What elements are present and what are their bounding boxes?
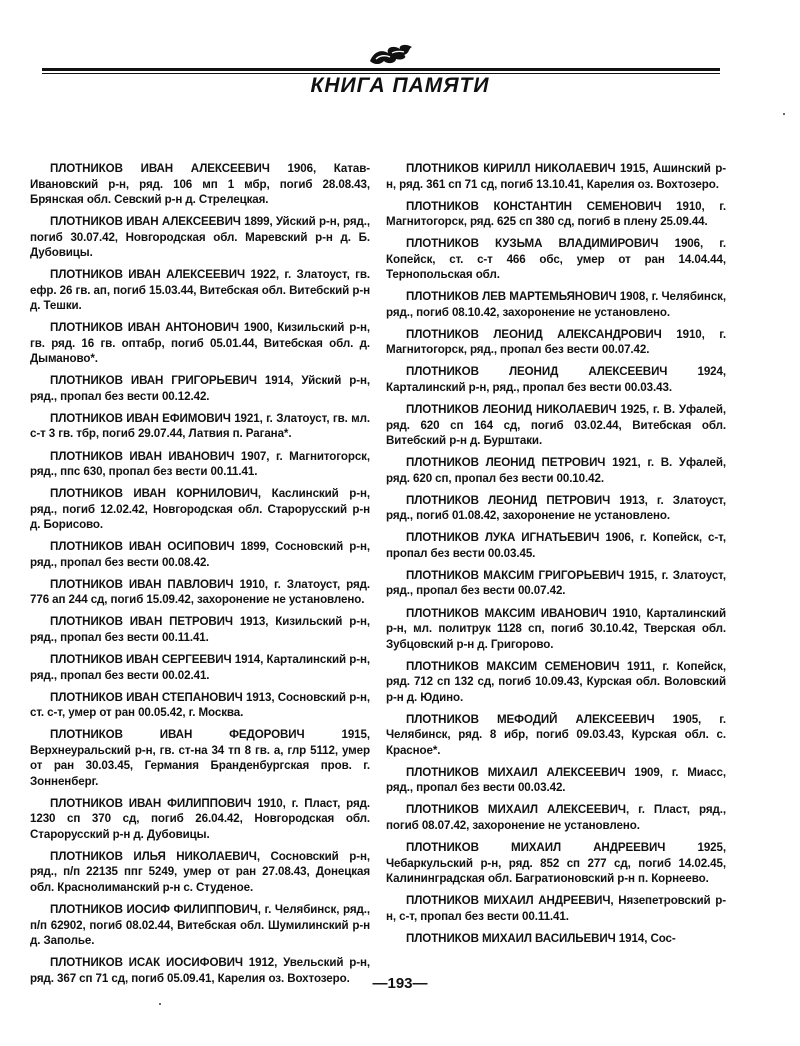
page-number: —193— <box>372 975 428 992</box>
left-column <box>30 161 370 993</box>
page-title: КНИГА ПАМЯТИ <box>310 74 490 97</box>
memorial-entry: ПЛОТНИКОВ КОНСТАНТИН СЕМЕНОВИЧ 1910, г. Магнитогорск, ряд. 625 сп 380 сд, погиб в плену 25.09.44. <box>386 199 726 229</box>
memorial-entry: ПЛОТНИКОВ ИВАН ОСИПОВИЧ 1899, Сосновский р-н, ряд., пропал без вести 00.08.42. <box>30 540 370 569</box>
memorial-entry: ПЛОТНИКОВ ИВАН ГРИГОРЬЕВИЧ 1914, Уйский р-н, ряд., пропал без вести 00.12.42. <box>30 374 370 403</box>
memorial-entry: ПЛОТНИКОВ ИВАН ПАВЛОВИЧ 1910, г. Златоуст, ряд. 776 ап 244 сд, погиб 15.09.42, захоронение не установлено. <box>30 577 370 607</box>
memorial-entry: ПЛОТНИКОВ ИВАН АЛЕКСЕЕВИЧ 1899, Уйский р-н, ряд., погиб 30.07.42, Новгородская обл. Маревский р-н д. Б. Дубовицы. <box>30 215 370 260</box>
memorial-entry: ПЛОТНИКОВ ИОСИФ ФИЛИППОВИЧ, г. Челябинск, ряд., п/п 62902, погиб 08.02.44, Витебская обл. Шумилинский р-н д. Заполье. <box>30 903 370 947</box>
memorial-entry: ПЛОТНИКОВ ИВАН ИВАНОВИЧ 1907, г. Магнитогорск, ряд., ппс 630, пропал без вести 00.11.41. <box>30 449 370 479</box>
memorial-entry: ПЛОТНИКОВ МИХАИЛ АЛЕКСЕЕВИЧ, г. Пласт, ряд., погиб 08.07.42, захоронение не установлено. <box>386 803 726 832</box>
memorial-entry: ПЛОТНИКОВ ЛЕВ МАРТЕМЬЯНОВИЧ 1908, г. Челябинск, ряд., погиб 08.10.42, захоронение не установлено. <box>386 290 726 319</box>
header-rule <box>42 68 720 71</box>
right-column <box>386 161 726 953</box>
memorial-entry: ПЛОТНИКОВ МИХАИЛ АНДРЕЕВИЧ 1925, Чебаркульский р-н, ряд. 852 сп 277 сд, погиб 14.02.45, Калининградская обл. Багратионовский р-н п. Корнеево. <box>386 841 726 885</box>
memorial-entry: ПЛОТНИКОВ ИВАН СЕРГЕЕВИЧ 1914, Карталинский р-н, ряд., пропал без вести 00.02.41. <box>30 653 370 682</box>
memorial-entry: ПЛОТНИКОВ ИВАН ПЕТРОВИЧ 1913, Кизильский р-н, ряд., пропал без вести 00.11.41. <box>30 615 370 644</box>
memorial-entry: ПЛОТНИКОВ ИЛЬЯ НИКОЛАЕВИЧ, Сосновский р-н, ряд., п/п 22135 ппг 5249, умер от ран 27.08.43, Донецкая обл. Краснолиманский р-н с. Студеное. <box>30 849 370 894</box>
memorial-entry: ПЛОТНИКОВ МАКСИМ ИВАНОВИЧ 1910, Карталинский р-н, мл. политрук 1128 сп, погиб 30.10.42, Тверская обл. Зубцовский р-н д. Григорово. <box>386 606 726 651</box>
memorial-entry: ПЛОТНИКОВ ЛЕОНИД ПЕТРОВИЧ 1913, г. Златоуст, ряд., погиб 01.08.42, захоронение не установлено. <box>386 493 726 523</box>
memorial-entry: ПЛОТНИКОВ МИХАИЛ АНДРЕЕВИЧ, Нязепетровский р-н, с-т, пропал без вести 00.11.41. <box>386 894 726 923</box>
memorial-entry: ПЛОТНИКОВ МАКСИМ ГРИГОРЬЕВИЧ 1915, г. Златоуст, ряд., пропал без вести 00.07.42. <box>386 568 726 598</box>
memorial-entry: ПЛОТНИКОВ ЛЕОНИД ПЕТРОВИЧ 1921, г. В. Уфалей, ряд. 620 сп, пропал без вести 00.10.42. <box>386 456 726 485</box>
memorial-entry: ПЛОТНИКОВ ИВАН КОРНИЛОВИЧ, Каслинский р-н, ряд., погиб 12.02.42, Новгородская обл. Старорусский р-н д. Борисово. <box>30 487 370 532</box>
memorial-entry: ПЛОТНИКОВ ИВАН АЛЕКСЕЕВИЧ 1906, Катав-Ивановский р-н, ряд. 106 мп 1 мбр, погиб 28.08.43, Брянская обл. Севский р-н д. Стрелецкая. <box>30 162 370 206</box>
print-speck <box>159 1003 161 1005</box>
memorial-entry: ПЛОТНИКОВ ИВАН ЕФИМОВИЧ 1921, г. Златоуст, гв. мл. с-т 3 гв. тбр, погиб 29.07.44, Латвия п. Рагана*. <box>30 411 370 441</box>
memorial-entry: ПЛОТНИКОВ ИВАН СТЕПАНОВИЧ 1913, Сосновский р-н, ст. с-т, умер от ран 00.05.42, г. Москва. <box>30 690 370 720</box>
memorial-entry: ПЛОТНИКОВ ИВАН АНТОНОВИЧ 1900, Кизильский р-н, гв. ряд. 16 гв. оптабр, погиб 05.01.44, Витебская обл. д. Дыманово*. <box>30 321 370 366</box>
memorial-entry: ПЛОТНИКОВ МАКСИМ СЕМЕНОВИЧ 1911, г. Копейск, ряд. 712 сп 132 сд, погиб 10.09.43, Курская обл. Воловский р-н д. Юдино. <box>386 659 726 704</box>
memorial-entry: ПЛОТНИКОВ ИВАН ФИЛИППОВИЧ 1910, г. Пласт, ряд. 1230 сп 370 сд, погиб 26.04.42, Новгородская обл. Старорусский р-н д. Дубовицы. <box>30 796 370 841</box>
print-speck <box>783 113 785 115</box>
memorial-entry: ПЛОТНИКОВ ЛЕОНИД НИКОЛАЕВИЧ 1925, г. В. Уфалей, ряд. 620 сп 164 сд, погиб 03.02.44, Витебская обл. Витебский р-н д. Бурштаки. <box>386 403 726 448</box>
memorial-entry: ПЛОТНИКОВ ИВАН ФЕДОРОВИЧ 1915, Верхнеуральский р-н, гв. ст-на 34 тп 8 гв. а, глр 5112, умер от ран 30.03.45, Германия Бранденбургская пров. г. Зонненберг. <box>30 728 370 788</box>
memorial-entry: ПЛОТНИКОВ ЛЕОНИД АЛЕКСЕЕВИЧ 1924, Карталинский р-н, ряд., пропал без вести 00.03.43. <box>386 365 726 394</box>
memorial-entry: ПЛОТНИКОВ ИВАН АЛЕКСЕЕВИЧ 1922, г. Златоуст, гв. ефр. 26 гв. ап, погиб 15.03.44, Витебская обл. Витебский р-н д. Тешки. <box>30 268 370 313</box>
memorial-entry: ПЛОТНИКОВ МИХАИЛ ВАСИЛЬЕВИЧ 1914, Сос- <box>406 931 676 945</box>
memorial-entry: ПЛОТНИКОВ КУЗЬМА ВЛАДИМИРОВИЧ 1906, г. Копейск, ст. с-т 466 обс, умер от ран 14.04.44, Тернопольская обл. <box>386 237 726 282</box>
memorial-entry: ПЛОТНИКОВ ЛЕОНИД АЛЕКСАНДРОВИЧ 1910, г. Магнитогорск, ряд., пропал без вести 00.07.42. <box>386 327 726 357</box>
memorial-entry: ПЛОТНИКОВ ИСАК ИОСИФОВИЧ 1912, Увельский р-н, ряд. 367 сп 71 сд, погиб 05.09.41, Карелия оз. Вохтозеро. <box>30 956 370 985</box>
page-header <box>0 0 800 100</box>
memorial-entry: ПЛОТНИКОВ МЕФОДИЙ АЛЕКСЕЕВИЧ 1905, г. Челябинск, ряд. 8 ибр, погиб 09.03.43, Курская обл. с. Красное*. <box>386 712 726 757</box>
memorial-entry: ПЛОТНИКОВ КИРИЛЛ НИКОЛАЕВИЧ 1915, Ашинский р-н, ряд. 361 сп 71 сд, погиб 13.10.41, Карелия оз. Вохтозеро. <box>386 162 726 191</box>
flame-emblem-icon <box>366 43 416 67</box>
memorial-entry: ПЛОТНИКОВ МИХАИЛ АЛЕКСЕЕВИЧ 1909, г. Миасс, ряд., пропал без вести 00.03.42. <box>386 765 726 795</box>
memorial-entry: ПЛОТНИКОВ ЛУКА ИГНАТЬЕВИЧ 1906, г. Копейск, с-т, пропал без вести 00.03.45. <box>386 531 726 560</box>
